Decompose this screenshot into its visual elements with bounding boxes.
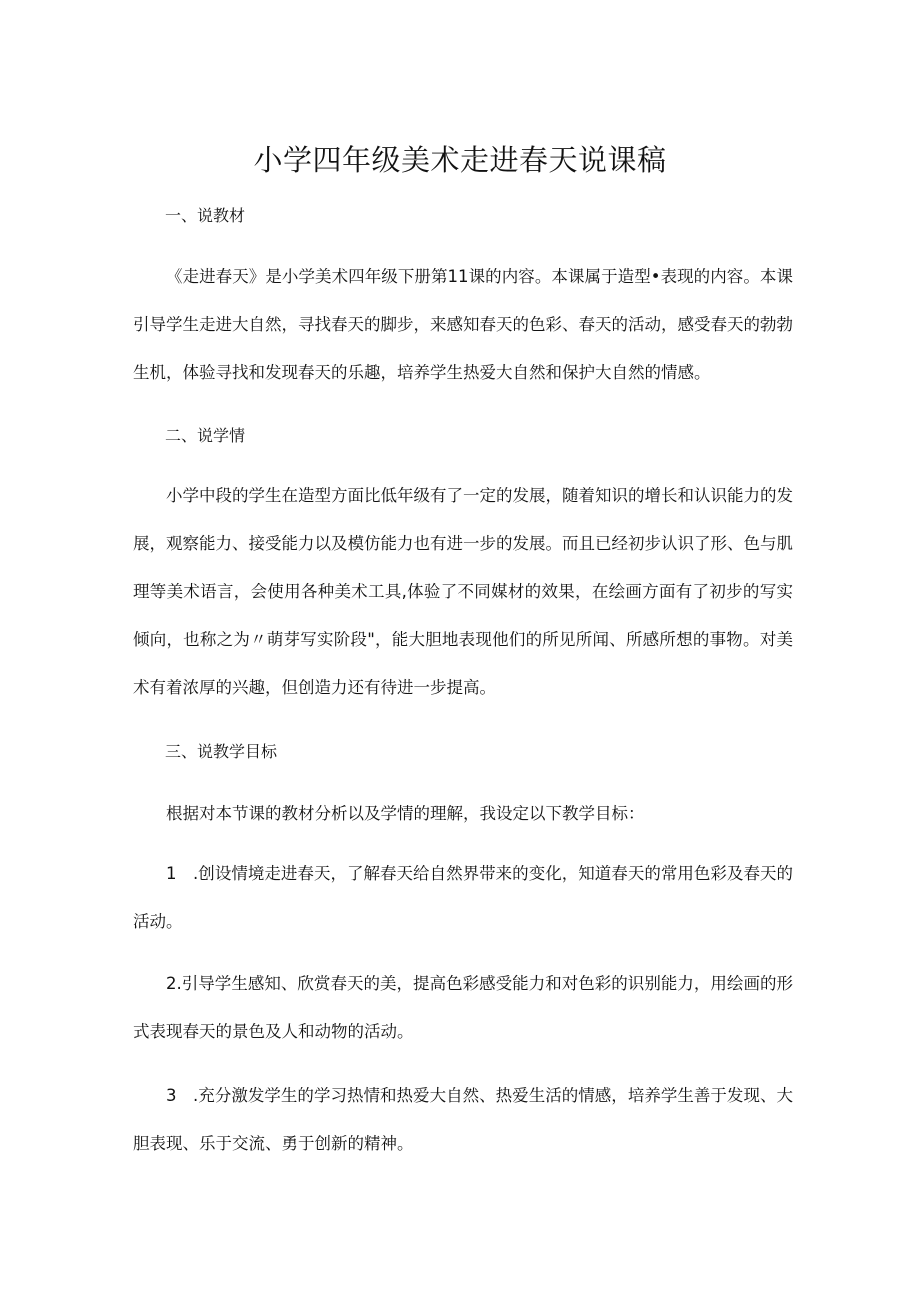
- section-heading-textbook: 一、说教材: [165, 206, 246, 225]
- paragraph-learners: 小学中段的学生在造型方面比低年级有了一定的发展，随着知识的增长和认识能力的发展，观察能力、接受能力以及模仿能力也有进一步的发展。而且已经初步认识了形、色与肌理等美术语言，会使用各种美术工具,体验了不同媒材的效果，在绘画方面有了初步的写实倾向，也称之为〃萌芽写实阶段"，能大胆地表现他们的所见所闻、所感所想的事物。对美术有着浓厚的兴趣，但创造力还有待进一步提高。: [133, 486, 793, 697]
- objective-item-1: 1 .创设情境走进春天，了解春天给自然界带来的变化，知道春天的常用色彩及春天的活动。: [133, 864, 793, 931]
- document-title: 小学四年级美术走进春天说课稿: [253, 143, 667, 177]
- section-heading-learners: 二、说学情: [165, 426, 246, 445]
- objective-item-3: 3 .充分激发学生的学习热情和热爱大自然、热爱生活的情感，培养学生善于发现、大胆表现、乐于交流、勇于创新的精神。: [133, 1086, 793, 1153]
- section-heading-objectives: 三、说教学目标: [165, 742, 278, 761]
- paragraph-textbook: 《走进春天》是小学美术四年级下册第11课的内容。本课属于造型•表现的内容。本课引导学生走进大自然，寻找春天的脚步，来感知春天的色彩、春天的活动，感受春天的勃勃生机，体验寻找和发现春天的乐趣，培养学生热爱大自然和保护大自然的情感。: [133, 267, 793, 382]
- paragraph-objectives-intro: 根据对本节课的教材分析以及学情的理解，我设定以下教学目标：: [166, 804, 645, 823]
- objective-item-2: 2.引导学生感知、欣赏春天的美，提高色彩感受能力和对色彩的识别能力，用绘画的形式表现春天的景色及人和动物的活动。: [133, 974, 793, 1041]
